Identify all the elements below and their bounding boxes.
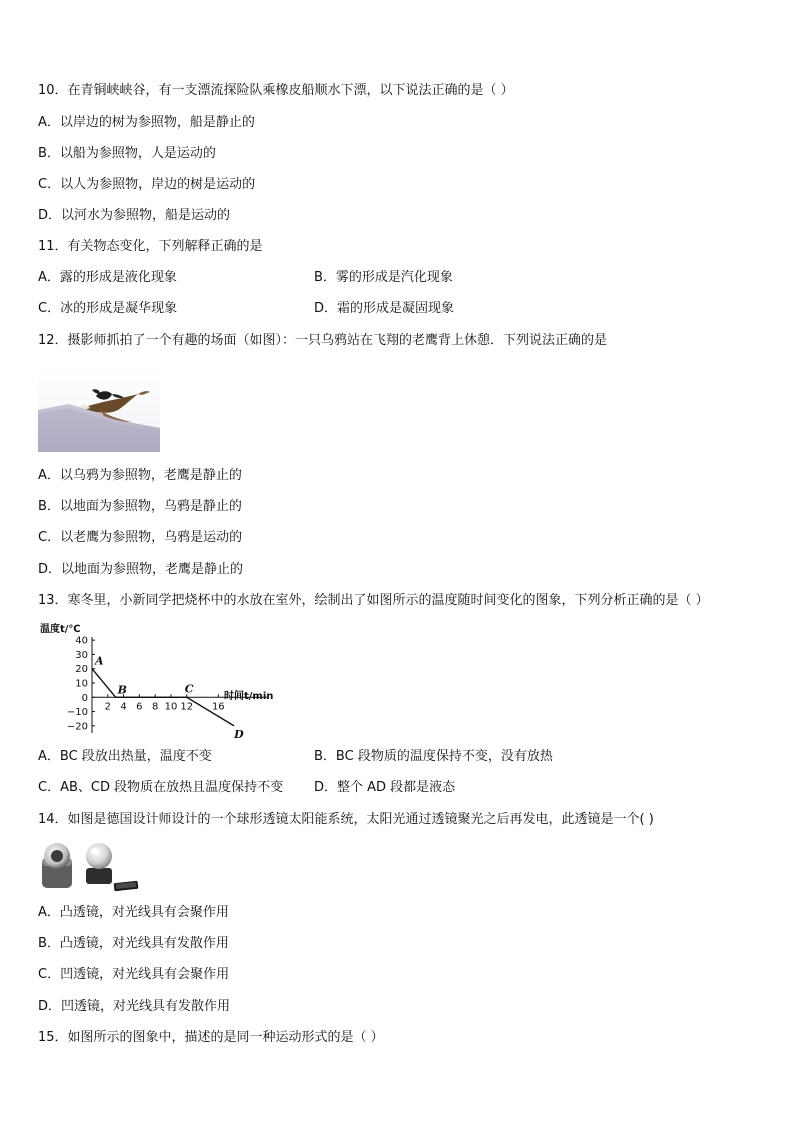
q11-option-c: C．冰的形成是凝华现象: [38, 301, 178, 316]
q11-option-b: B．雾的形成是汽化现象: [314, 270, 453, 285]
chart-y-tick-label: 10: [75, 678, 88, 690]
q14-option-b: B．凸透镜，对光线具有发散作用: [38, 936, 229, 951]
q14-option-a: A．凸透镜，对光线具有会聚作用: [38, 905, 229, 920]
chart-y-tick-label: 0: [81, 692, 88, 704]
chart-x-tick-label: 10: [164, 701, 178, 713]
chart-y-ticks: [67, 636, 95, 733]
chart-x-tick-label: 4: [120, 701, 127, 713]
q13-option-a: A．BC 段放出热量，温度不变: [38, 749, 212, 764]
q12-stem: 12．摄影师抓拍了一个有趣的场面（如图）：一只乌鸦站在飞翔的老鹰背上休憩．下列说法正确的是: [38, 333, 608, 348]
chart-point-label-d: D: [234, 727, 244, 741]
chart-y-axis-title: 温度t/℃: [40, 624, 81, 635]
chart-x-tick-label: 2: [104, 701, 111, 713]
q13-stem: 13．寒冬里，小新同学把烧杯中的水放在室外，绘制出了如图所示的温度随时间变化的图象，下列分析正确的是（ ）: [38, 593, 709, 608]
chart-point-label-c: C: [184, 682, 194, 696]
chart-x-tick-label: 12: [180, 701, 194, 713]
temperature-time-chart: [38, 621, 278, 741]
chart-point-label-a: A: [95, 654, 104, 668]
q12-option-a: A．以乌鸦为参照物，老鹰是静止的: [38, 468, 242, 483]
chart-point-label-b: B: [117, 683, 127, 697]
q11-option-a: A．露的形成是液化现象: [38, 270, 177, 285]
chart-y-tick-label: 30: [75, 649, 88, 661]
q14-option-c: C．凹透镜，对光线具有会聚作用: [38, 967, 230, 982]
q13-option-c: C．AB、CD 段物质在放热且温度保持不变: [38, 780, 284, 795]
q10-option-d: D．以河水为参照物，船是运动的: [38, 208, 231, 223]
chart-y-tick-label: −20: [66, 721, 88, 733]
q10-stem: 10．在青铜峡峡谷，有一支漂流探险队乘橡皮船顺水下漂，以下说法正确的是（ ）: [38, 83, 514, 98]
q13-option-b: B．BC 段物质的温度保持不变，没有放热: [314, 749, 553, 764]
chart-y-tick-label: 20: [75, 664, 88, 676]
chart-y-tick-label: 40: [75, 635, 88, 647]
q11-option-d: D．霜的形成是凝固现象: [314, 301, 455, 316]
q12-option-c: C．以老鹰为参照物，乌鸦是运动的: [38, 530, 243, 545]
chart-y-tick-label: −10: [66, 707, 88, 719]
q12-option-b: B．以地面为参照物，乌鸦是静止的: [38, 499, 242, 514]
q12-option-d: D．以地面为参照物，老鹰是静止的: [38, 562, 244, 577]
chart-x-tick-label: 6: [136, 701, 143, 713]
chart-x-axis-title: 时间t/min: [224, 691, 274, 702]
q10-option-c: C．以人为参照物，岸边的树是运动的: [38, 177, 256, 192]
q14-option-d: D．凹透镜，对光线具有发散作用: [38, 999, 231, 1014]
q13-option-d: D．整个 AD 段都是液态: [314, 780, 456, 795]
crow-eagle-photo: [38, 364, 160, 452]
chart-x-tick-label: 8: [151, 701, 159, 713]
q10-option-b: B．以船为参照物，人是运动的: [38, 146, 216, 161]
chart-x-tick-label: 16: [211, 701, 225, 713]
q15-stem: 15．如图所示的图象中，描述的是同一种运动形式的是（ ）: [38, 1030, 384, 1045]
q11-stem: 11．有关物态变化，下列解释正确的是: [38, 239, 263, 254]
q14-stem: 14．如图是德国设计师设计的一个球形透镜太阳能系统，太阳光通过透镜聚光之后再发电，此透镜是一个( ): [38, 812, 654, 827]
q10-option-a: A．以岸边的树为参照物，船是静止的: [38, 115, 255, 130]
solar-lens-photo: [38, 838, 142, 894]
